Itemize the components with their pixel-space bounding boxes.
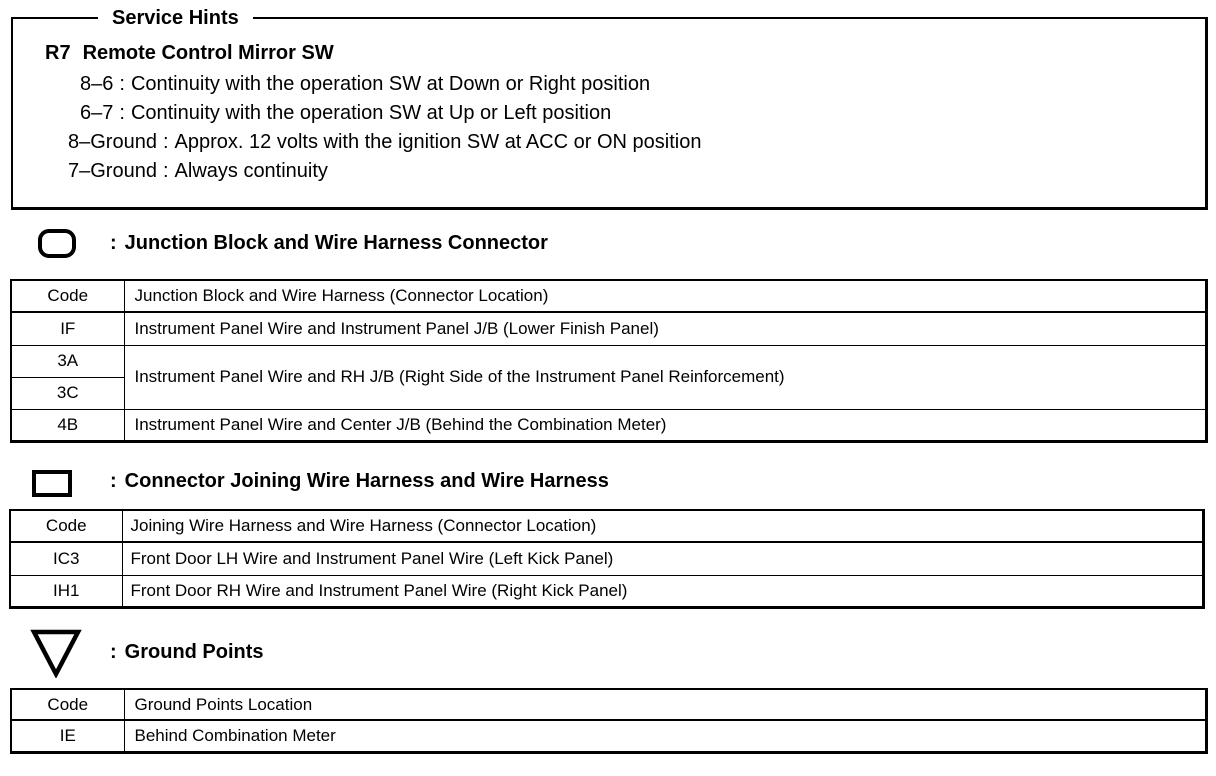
code-column-header: Code [11, 280, 124, 312]
ground-section-heading [110, 636, 264, 668]
row-location: Front Door RH Wire and Instrument Panel Wire (Right Kick Panel) [122, 575, 1204, 607]
junction-section-title: Junction Block and Wire Harness Connector [124, 231, 548, 254]
location-column-header: Junction Block and Wire Harness (Connector Location) [124, 280, 1207, 312]
row-location: Instrument Panel Wire and RH J/B (Right Side of the Instrument Panel Reinforcement) [124, 345, 1207, 409]
heading-colon: : [110, 640, 117, 663]
hint-separator: : [119, 102, 125, 124]
hint-text: Always continuity [174, 160, 328, 182]
table-row [10, 542, 1204, 575]
row-code: 3A [11, 345, 124, 377]
hint-terminal: 6–7 [80, 102, 114, 124]
rectangle-icon [32, 470, 72, 497]
hint-terminal: 8–6 [80, 73, 114, 95]
hint-line [68, 159, 328, 183]
rounded-rectangle-icon [38, 229, 76, 258]
heading-colon: : [110, 231, 117, 254]
hint-line [80, 72, 650, 96]
component-name: Remote Control Mirror SW [82, 42, 334, 64]
table-row [11, 409, 1207, 441]
hint-separator: : [162, 160, 169, 182]
hint-line [68, 130, 701, 154]
hint-text: Approx. 12 volts with the ignition SW at ACC or ON position [174, 131, 702, 153]
hint-line [80, 101, 611, 125]
table-row [10, 575, 1204, 607]
heading-colon: : [110, 469, 117, 492]
table-header-row [10, 510, 1204, 542]
connector-section-heading [110, 465, 609, 497]
hint-text: Continuity with the operation SW at Up or Left position [130, 102, 612, 124]
connector-section-title: Connector Joining Wire Harness and Wire Harness [124, 469, 609, 492]
hint-terminal: 7–Ground [68, 160, 157, 182]
table-row [11, 720, 1207, 752]
row-location: Instrument Panel Wire and Instrument Panel J/B (Lower Finish Panel) [124, 312, 1207, 345]
table-header-row [11, 280, 1207, 312]
service-hints-title: Service Hints [98, 7, 253, 29]
ground-table [10, 688, 1208, 754]
hint-terminal: 8–Ground [68, 131, 157, 153]
table-row [11, 345, 1207, 377]
ground-section-title: Ground Points [124, 640, 264, 663]
component-heading [45, 41, 334, 65]
triangle-down-icon [30, 628, 82, 678]
code-column-header: Code [11, 689, 124, 720]
row-code: IC3 [10, 542, 122, 575]
hint-separator: : [162, 131, 169, 153]
hint-text: Continuity with the operation SW at Down or Right position [130, 73, 651, 95]
row-code: IE [11, 720, 124, 752]
component-code: R7 [45, 42, 71, 64]
service-hints-box [11, 7, 1208, 210]
row-location: Front Door LH Wire and Instrument Panel Wire (Left Kick Panel) [122, 542, 1204, 575]
row-location: Instrument Panel Wire and Center J/B (Behind the Combination Meter) [124, 409, 1207, 441]
row-code: IH1 [10, 575, 122, 607]
table-header-row [11, 689, 1207, 720]
connector-table [9, 509, 1205, 609]
row-code: 4B [11, 409, 124, 441]
hint-separator: : [119, 73, 125, 95]
row-location: Behind Combination Meter [124, 720, 1207, 752]
row-code: 3C [11, 377, 124, 409]
code-column-header: Code [10, 510, 122, 542]
junction-section-heading [110, 227, 548, 259]
location-column-header: Joining Wire Harness and Wire Harness (Connector Location) [122, 510, 1204, 542]
junction-table [10, 279, 1208, 443]
row-code: IF [11, 312, 124, 345]
table-row [11, 312, 1207, 345]
location-column-header: Ground Points Location [124, 689, 1207, 720]
